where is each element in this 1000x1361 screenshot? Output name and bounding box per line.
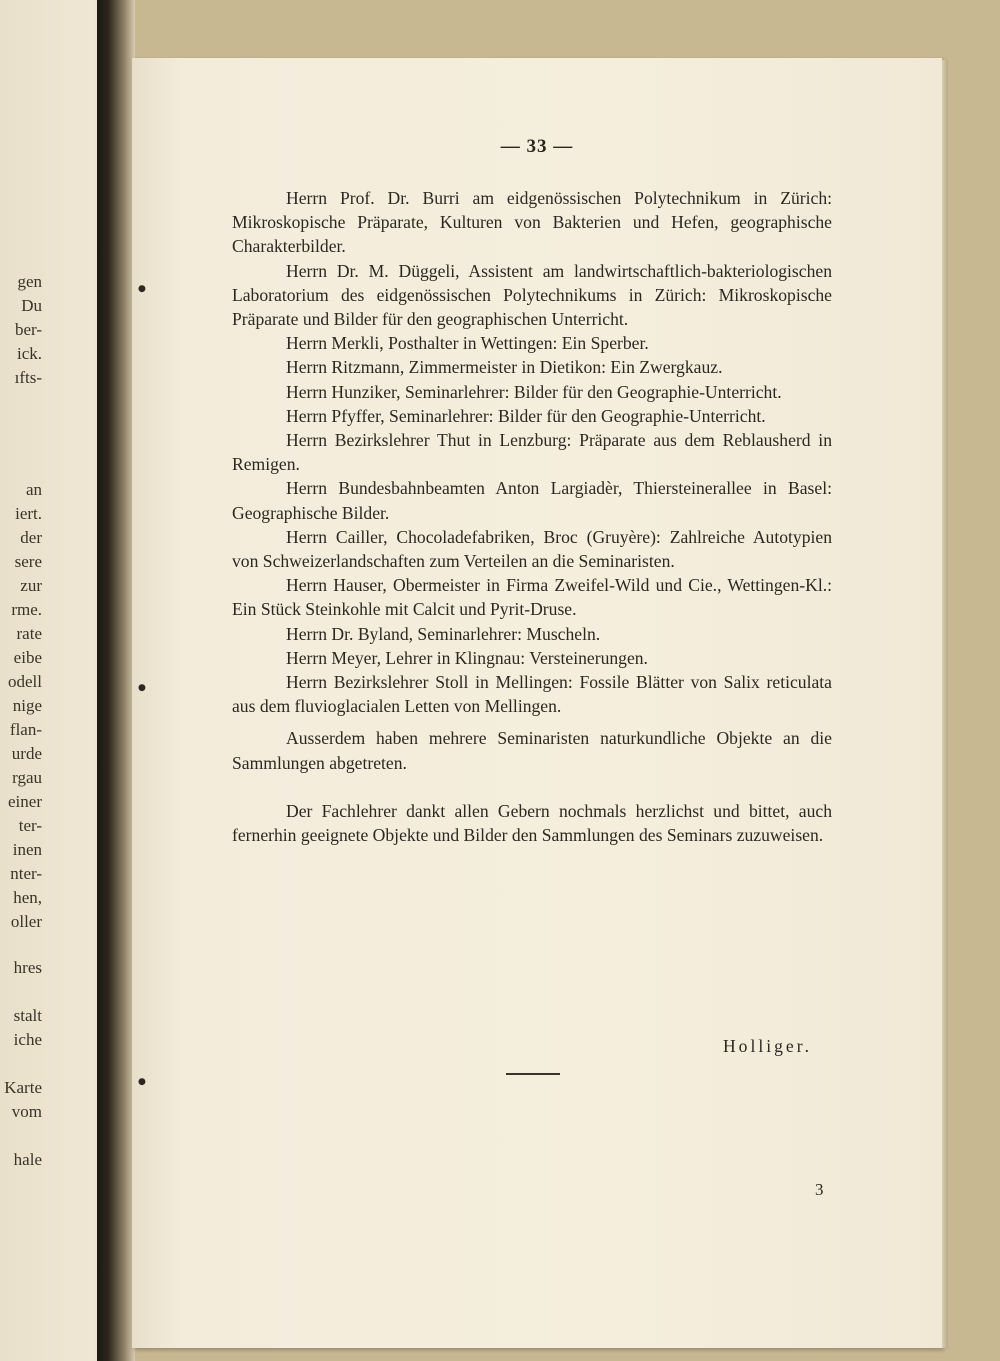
facing-page-text-fragment: nter- bbox=[10, 864, 42, 883]
facing-page-text-fragment: oller bbox=[10, 912, 42, 931]
document-page bbox=[132, 58, 942, 1348]
facing-page-text-fragment: Karte bbox=[4, 1078, 42, 1097]
facing-page-text-fragment: zur bbox=[20, 576, 42, 595]
facing-page-text-fragment: einer bbox=[8, 792, 42, 811]
facing-page-text-fragment: eibe bbox=[13, 648, 42, 667]
facing-page-text-fragment: nige bbox=[12, 696, 42, 715]
donation-entry: Herrn Bezirkslehrer Thut in Lenzburg: Präparate aus dem Reblausherd in Remigen. bbox=[232, 430, 832, 475]
facing-page-text-fragment: ick. bbox=[16, 344, 42, 363]
folio-number: 3 bbox=[815, 1180, 824, 1199]
donation-entry: Herrn Dr. Byland, Seminarlehrer: Muscheln. bbox=[286, 623, 601, 644]
facing-page-text-fragment: rate bbox=[16, 624, 42, 643]
facing-page-text-fragment: ıfts- bbox=[14, 368, 42, 387]
donation-entry: Herrn Prof. Dr. Burri am eidgenössischen Polytechnikum in Zürich: Mikroskopische Präparate, Kulturen von Bakterien und Hefen, geographische Charakterbilder. bbox=[232, 188, 832, 257]
page-edge bbox=[942, 60, 948, 1348]
donation-entry: Herrn Hauser, Obermeister in Firma Zweifel-Wild und Cie., Wettingen-Kl.: Ein Stück Steinkohle mit Calcit und Pyrit-Druse. bbox=[232, 575, 832, 620]
donation-entry: Herrn Ritzmann, Zimmermeister in Dietikon: Ein Zwergkauz. bbox=[286, 357, 723, 378]
facing-page-text-fragment: hres bbox=[13, 958, 42, 977]
facing-page-text-fragment: gen bbox=[17, 272, 42, 291]
donation-entry: Herrn Cailler, Chocoladefabriken, Broc (Gruyère): Zahlreiche Autotypien von Schweizerlandschaften zum Verteilen an die Seminaristen. bbox=[232, 526, 832, 572]
facing-page-text-fragment: ter- bbox=[18, 816, 42, 835]
facing-page-text-fragment: sere bbox=[14, 552, 42, 571]
facing-page-text-fragment: flan- bbox=[9, 720, 42, 739]
binding-mark: ● bbox=[138, 284, 146, 294]
binding-mark: ● bbox=[138, 1077, 146, 1087]
donation-entry: Herrn Meyer, Lehrer in Klingnau: Versteinerungen. bbox=[286, 647, 648, 668]
binding-mark: ● bbox=[138, 683, 146, 693]
closing-paragraph: Der Fachlehrer dankt allen Gebern nochmals herzlichst und bittet, auch fernerhin geeignete Objekte und Bilder den Sammlungen des Seminars zuzuweisen. bbox=[232, 800, 832, 846]
page-number-header: — 33 — bbox=[500, 136, 574, 157]
donation-entry: Herrn Merkli, Posthalter in Wettingen: Ein Sperber. bbox=[286, 333, 649, 354]
facing-page-text-fragment: inen bbox=[12, 840, 42, 859]
donation-entry: Herrn Dr. M. Düggeli, Assistent am landwirtschaftlich-bakteriologischen Laboratorium des eidgenössischen Polytechnikums in Zürich: Mikroskopische Präparate und Bilder für den geographischen Unterricht. bbox=[232, 260, 832, 330]
facing-page-text-fragment: der bbox=[20, 528, 42, 547]
signature: Holliger. bbox=[722, 1036, 812, 1056]
summary-paragraph: Ausserdem haben mehrere Seminaristen naturkundliche Objekte an die Sammlungen abgetreten. bbox=[232, 728, 832, 773]
facing-page-text-fragment: iert. bbox=[15, 504, 42, 523]
donation-entry: Herrn Bundesbahnbeamten Anton Largiadèr, Thiersteinerallee in Basel: Geographische Bilder. bbox=[232, 478, 832, 523]
book-spine bbox=[97, 0, 135, 1361]
facing-page-text-fragment: odell bbox=[8, 672, 42, 691]
donation-entry: Herrn Bezirkslehrer Stoll in Mellingen: Fossile Blätter von Salix reticulata aus dem fluvioglacialen Letten von Mellingen. bbox=[232, 672, 832, 717]
facing-page-text-fragment: Du bbox=[21, 296, 42, 315]
facing-page-text-fragment: iche bbox=[13, 1030, 42, 1049]
donation-entry: Herrn Hunziker, Seminarlehrer: Bilder für den Geographie-Unterricht. bbox=[286, 381, 782, 402]
facing-page-text-fragment: stalt bbox=[13, 1006, 42, 1025]
facing-page-text-fragment: rme. bbox=[11, 600, 42, 619]
closing-rule bbox=[506, 1073, 560, 1075]
facing-page-text-fragment: rgau bbox=[12, 768, 42, 787]
facing-page-text-fragment: an bbox=[25, 480, 42, 499]
facing-page-text-fragment: urde bbox=[11, 744, 42, 763]
facing-page-text-fragment: vom bbox=[11, 1102, 42, 1121]
facing-page-text-fragment: ber- bbox=[14, 320, 42, 339]
facing-page-text-fragment: hen, bbox=[13, 888, 42, 907]
donation-entry: Herrn Pfyffer, Seminarlehrer: Bilder für den Geographie-Unterricht. bbox=[286, 405, 766, 426]
page-body bbox=[232, 186, 832, 847]
facing-page-text-fragment: hale bbox=[13, 1150, 42, 1169]
